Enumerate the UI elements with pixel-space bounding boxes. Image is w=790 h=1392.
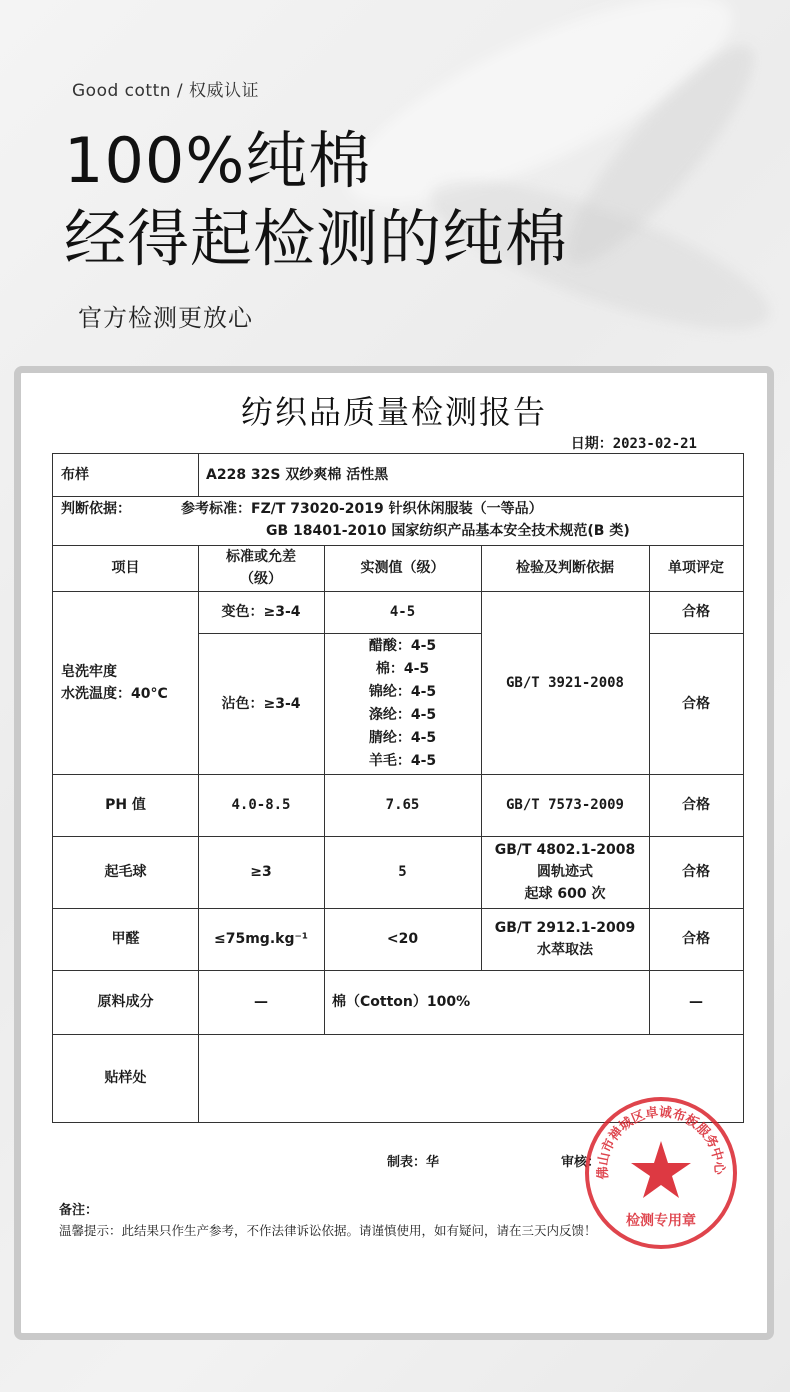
wash-color-change-std: 变色：≥3-4 — [221, 604, 301, 620]
basis-line1: 参考标准：FZ/T 73020-2019 针织休闲服装（一等品） — [181, 501, 543, 517]
ph-std: 4.0-8.5 — [231, 797, 291, 813]
ph-item: PH 值 — [105, 797, 146, 813]
col-header-standard: 标准或允差 （级） — [226, 549, 296, 587]
reviewer: 审核： — [561, 1155, 601, 1170]
notes-text: 温馨提示：此结果只作生产参考，不作法律诉讼依据。请谨慎使用，如有疑问，请在三天内反馈！ — [59, 1223, 597, 1238]
wash-stain-vals: 醋酸：4-5 棉：4-5 锦纶：4-5 涤纶：4-5 腈纶：4-5 羊毛：4-5 — [368, 637, 437, 769]
formaldehyde-val: <20 — [386, 931, 419, 947]
composition-std: — — [254, 994, 268, 1010]
brand-tagline: Good cottn / 权威认证 — [72, 81, 260, 101]
wash-method: GB/T 3921-2008 — [505, 674, 624, 691]
ph-result: 合格 — [682, 797, 710, 813]
made-by: 制表：华 — [387, 1155, 440, 1170]
official-seal — [581, 1093, 741, 1253]
pilling-method: GB/T 4802.1-2008 圆轨迹式 起球 600 次 — [494, 842, 636, 902]
composition-item: 原料成分 — [97, 994, 154, 1010]
seal-bottom-text: 检测专用章 — [626, 1213, 696, 1229]
basis-line2: GB 18401-2010 国家纺织产品基本安全技术规范(B 类) — [266, 523, 630, 539]
headline-line1: 100%纯棉 — [64, 124, 372, 197]
formaldehyde-result: 合格 — [682, 931, 710, 947]
sample-value: A228 32S 双纱爽棉 活性黑 — [206, 467, 389, 483]
ph-val: 7.65 — [385, 797, 420, 813]
wash-result-1: 合格 — [682, 604, 710, 620]
report-date: 日期：2023-02-21 — [570, 436, 697, 452]
report-table — [52, 453, 744, 1123]
pilling-val: 5 — [398, 864, 407, 880]
wash-result-2: 合格 — [682, 695, 710, 712]
sample-label: 布样 — [61, 467, 89, 483]
wash-stain-std: 沾色：≥3-4 — [221, 695, 301, 712]
pilling-std: ≥3 — [250, 864, 272, 880]
formaldehyde-std: ≤75mg.kg⁻¹ — [214, 931, 308, 947]
seal-text: 佛山市禅城区卓诚布板服务中心 — [595, 1105, 727, 1180]
formaldehyde-method: GB/T 2912.1-2009 水萃取法 — [494, 920, 636, 958]
seal-star-icon — [631, 1141, 691, 1198]
pilling-result: 合格 — [682, 864, 710, 880]
col-header-measured: 实测值（级） — [360, 560, 445, 576]
report-card — [14, 366, 774, 1340]
notes-label: 备注： — [59, 1203, 99, 1218]
ph-method: GB/T 7573-2009 — [505, 797, 624, 813]
wash-color-change-val: 4-5 — [389, 604, 416, 620]
report-title: 纺织品质量检测报告 — [240, 393, 547, 431]
sample-area-label: 贴样处 — [104, 1070, 147, 1086]
col-header-result: 单项评定 — [668, 560, 724, 576]
wash-item: 皂洗牢度 水洗温度：40°C — [61, 663, 168, 702]
composition-result: — — [689, 994, 703, 1010]
col-header-method: 检验及判断依据 — [516, 560, 614, 576]
subheadline: 官方检测更放心 — [78, 304, 253, 332]
composition-val: 棉（Cotton）100% — [332, 994, 471, 1010]
formaldehyde-item: 甲醛 — [111, 931, 140, 947]
pilling-item: 起毛球 — [104, 864, 147, 880]
headline-line2: 经得起检测的纯棉 — [64, 202, 569, 275]
basis-label: 判断依据： — [61, 501, 131, 517]
col-header-item: 项目 — [111, 560, 140, 576]
